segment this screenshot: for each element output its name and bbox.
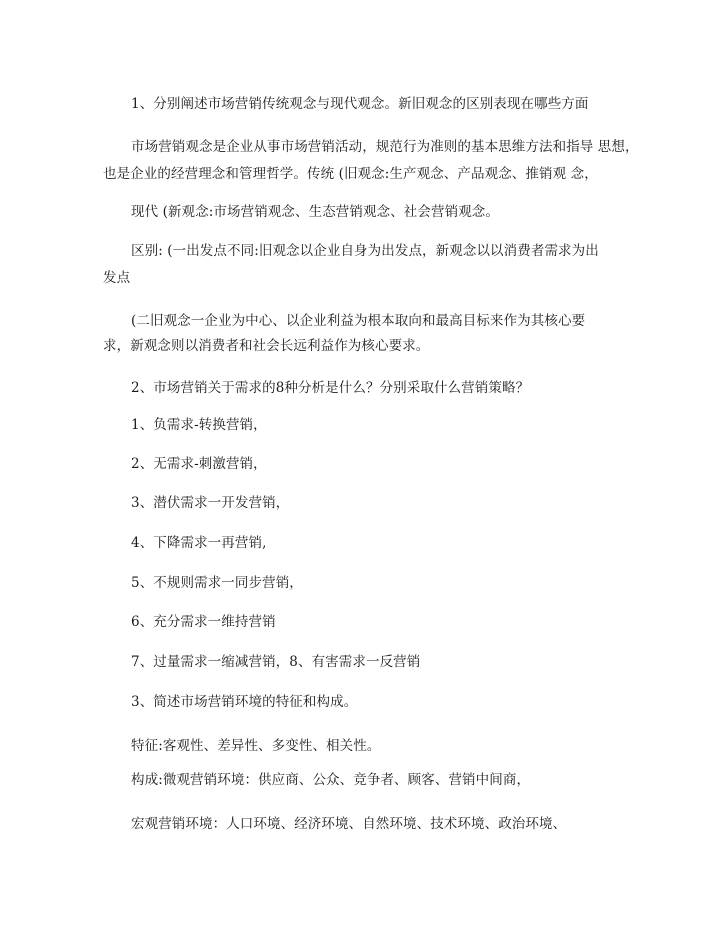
q3-macro-environment: 宏观营销环境：人口环境、经济环境、自然环境、技术环境、政治环境、 (131, 816, 567, 832)
q1-paragraph-4-line-1: (二旧观念一企业为中心、以企业利益为根本取向和最高目标来作为其核心要 (131, 313, 586, 329)
q1-paragraph-1-line-2: 也是企业的经营理念和管理哲学。传统 (旧观念:生产观念、产品观念、推销观 念， (103, 166, 598, 182)
q1-paragraph-3-line-2: 发点 (103, 270, 131, 286)
q2-item-7: 7、过量需求一缩减营销，8、有害需求一反营销 (131, 654, 421, 670)
q1-paragraph-4-line-2: 求，新观念则以消费者和社会长远利益作为核心要求。 (103, 338, 430, 354)
q1-paragraph-2: 现代 (新观念:市场营销观念、生态营销观念、社会营销观念。 (131, 204, 500, 220)
q1-paragraph-1-line-1: 市场营销观念是企业从事市场营销活动，规范行为准则的基本思维方法和指导 思想， (131, 139, 639, 155)
q1-paragraph-3-line-1: 区别: (一出发点不同:旧观念以企业自身为出发点，新观念以以消费者需求为出 (131, 243, 599, 259)
q3-heading: 3、简述市场营销环境的特征和构成。 (131, 694, 358, 710)
q2-item-5: 5、不规则需求一同步营销， (131, 575, 303, 591)
q2-item-3: 3、潜伏需求一开发营销， (131, 495, 290, 511)
q2-item-6: 6、充分需求一维持营销 (131, 614, 276, 630)
q2-heading: 2、市场营销关于需求的8种分析是什么？分别采取什么营销策略？ (131, 380, 530, 396)
q2-item-1: 1、负需求-转换营销， (131, 417, 267, 433)
q2-item-2: 2、无需求-刺激营销， (131, 456, 267, 472)
q2-item-4: 4、下降需求一再营销, (131, 535, 267, 551)
q1-heading: 1、分别阐述市场营销传统观念与现代观念。新旧观念的区别表现在哪些方面 (131, 96, 589, 112)
q3-features: 特征:客观性、差异性、多变性、相关性。 (131, 738, 381, 754)
q3-composition: 构成:微观营销环境：供应商、公众、竞争者、顾客、营销中间商， (131, 772, 531, 788)
